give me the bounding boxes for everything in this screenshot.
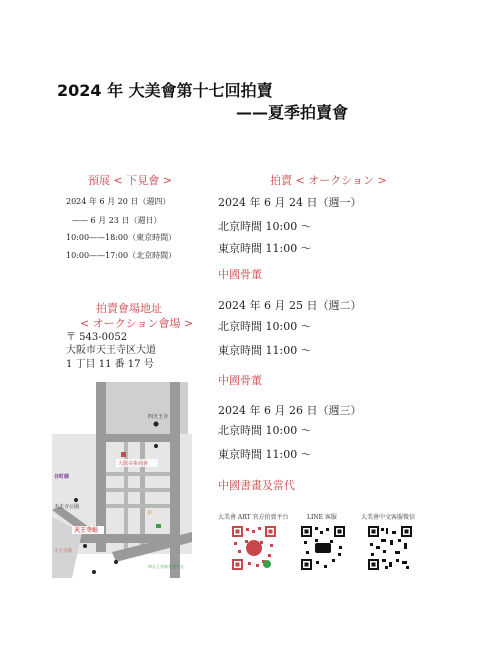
map-marker [83, 544, 87, 548]
map-label-tennoji-mae: 天王寺前 [54, 549, 72, 554]
preview-line-3: 10:00——18:00（東京時間） [66, 233, 177, 242]
map-road [170, 382, 180, 578]
map-label-tennoji-station: 天王寺站 [74, 527, 99, 534]
map-marker [114, 560, 118, 564]
auction-day-1-category: 中國骨董 [218, 268, 262, 281]
venue-address-2: 1 丁目 11 番 17 号 [66, 359, 154, 370]
gallery-marker [121, 452, 126, 457]
venue-heading: 拍賣會場地址 [96, 302, 162, 315]
map-marker [156, 524, 161, 528]
auction-day-2-beijing: 北京時間 10:00 〜 [218, 320, 312, 333]
app-qr-icon[interactable] [232, 526, 276, 570]
venue-heading-jp: < オークション會場 > [80, 317, 194, 330]
auction-day-2-tokyo: 東京時間 11:00 〜 [218, 344, 312, 357]
venue-postal: 〒 543-0052 [66, 332, 128, 343]
auction-day-2-category: 中國骨董 [218, 374, 262, 387]
auction-heading: 拍賣 < オークション > [270, 174, 387, 187]
map-road [106, 488, 170, 492]
map-label-subway: JR [148, 510, 152, 515]
page-subtitle: ——夏季拍賣會 [236, 103, 349, 122]
map-marker [154, 444, 158, 448]
auction-day-1-tokyo: 東京時間 11:00 〜 [218, 242, 312, 255]
auction-day-2-date: 2024 年 6 月 25 日（週二） [218, 299, 362, 312]
preview-line-4: 10:00——17:00（北京時間） [66, 251, 177, 260]
auction-day-1-date: 2024 年 6 月 24 日（週一） [218, 196, 362, 209]
line-qr-icon[interactable] [301, 526, 345, 570]
map-marker [92, 570, 96, 574]
page-title: 2024 年 大美會第十七回拍賣 [57, 81, 273, 100]
qr-label-line: LINE 客服 [307, 514, 337, 521]
map-road [106, 504, 170, 508]
map-label-gallery: 大阪美術商會 [118, 461, 149, 467]
auction-day-3-category: 中國書畫及當代 [218, 479, 295, 492]
map-label-shitennoji: 四天王寺 [148, 414, 169, 420]
preview-heading: 預展 < 下見會 > [88, 174, 172, 187]
qr-label-wechat: 大美會中文客服微信 [361, 514, 416, 521]
map-label-shitennoji-mae: 四天王寺前夕陽ケ丘 [148, 564, 184, 569]
preview-line-1: 2024 年 6 月 20 日（週四） [66, 197, 171, 206]
auction-day-3-date: 2024 年 6 月 26 日（週三） [218, 404, 362, 417]
qr-label-app: 大美會 ART 官方拍賣平台 [218, 514, 289, 521]
map-marker [74, 498, 78, 502]
map-road [106, 472, 170, 476]
map-label-park: 天王寺公園 [54, 504, 80, 510]
auction-day-3-tokyo: 東京時間 11:00 〜 [218, 448, 312, 461]
venue-address-1: 大阪市天王寺区大道 [66, 345, 156, 356]
map-marker [154, 422, 159, 427]
wechat-qr-icon[interactable] [368, 526, 412, 570]
map-road [96, 434, 180, 442]
map-label-tanimachi: 谷町線 [54, 474, 70, 480]
venue-map [52, 382, 192, 578]
preview-line-2: —— 6 月 23 日（週日） [72, 216, 162, 225]
auction-day-1-beijing: 北京時間 10:00 〜 [218, 220, 312, 233]
auction-day-3-beijing: 北京時間 10:00 〜 [218, 424, 312, 437]
